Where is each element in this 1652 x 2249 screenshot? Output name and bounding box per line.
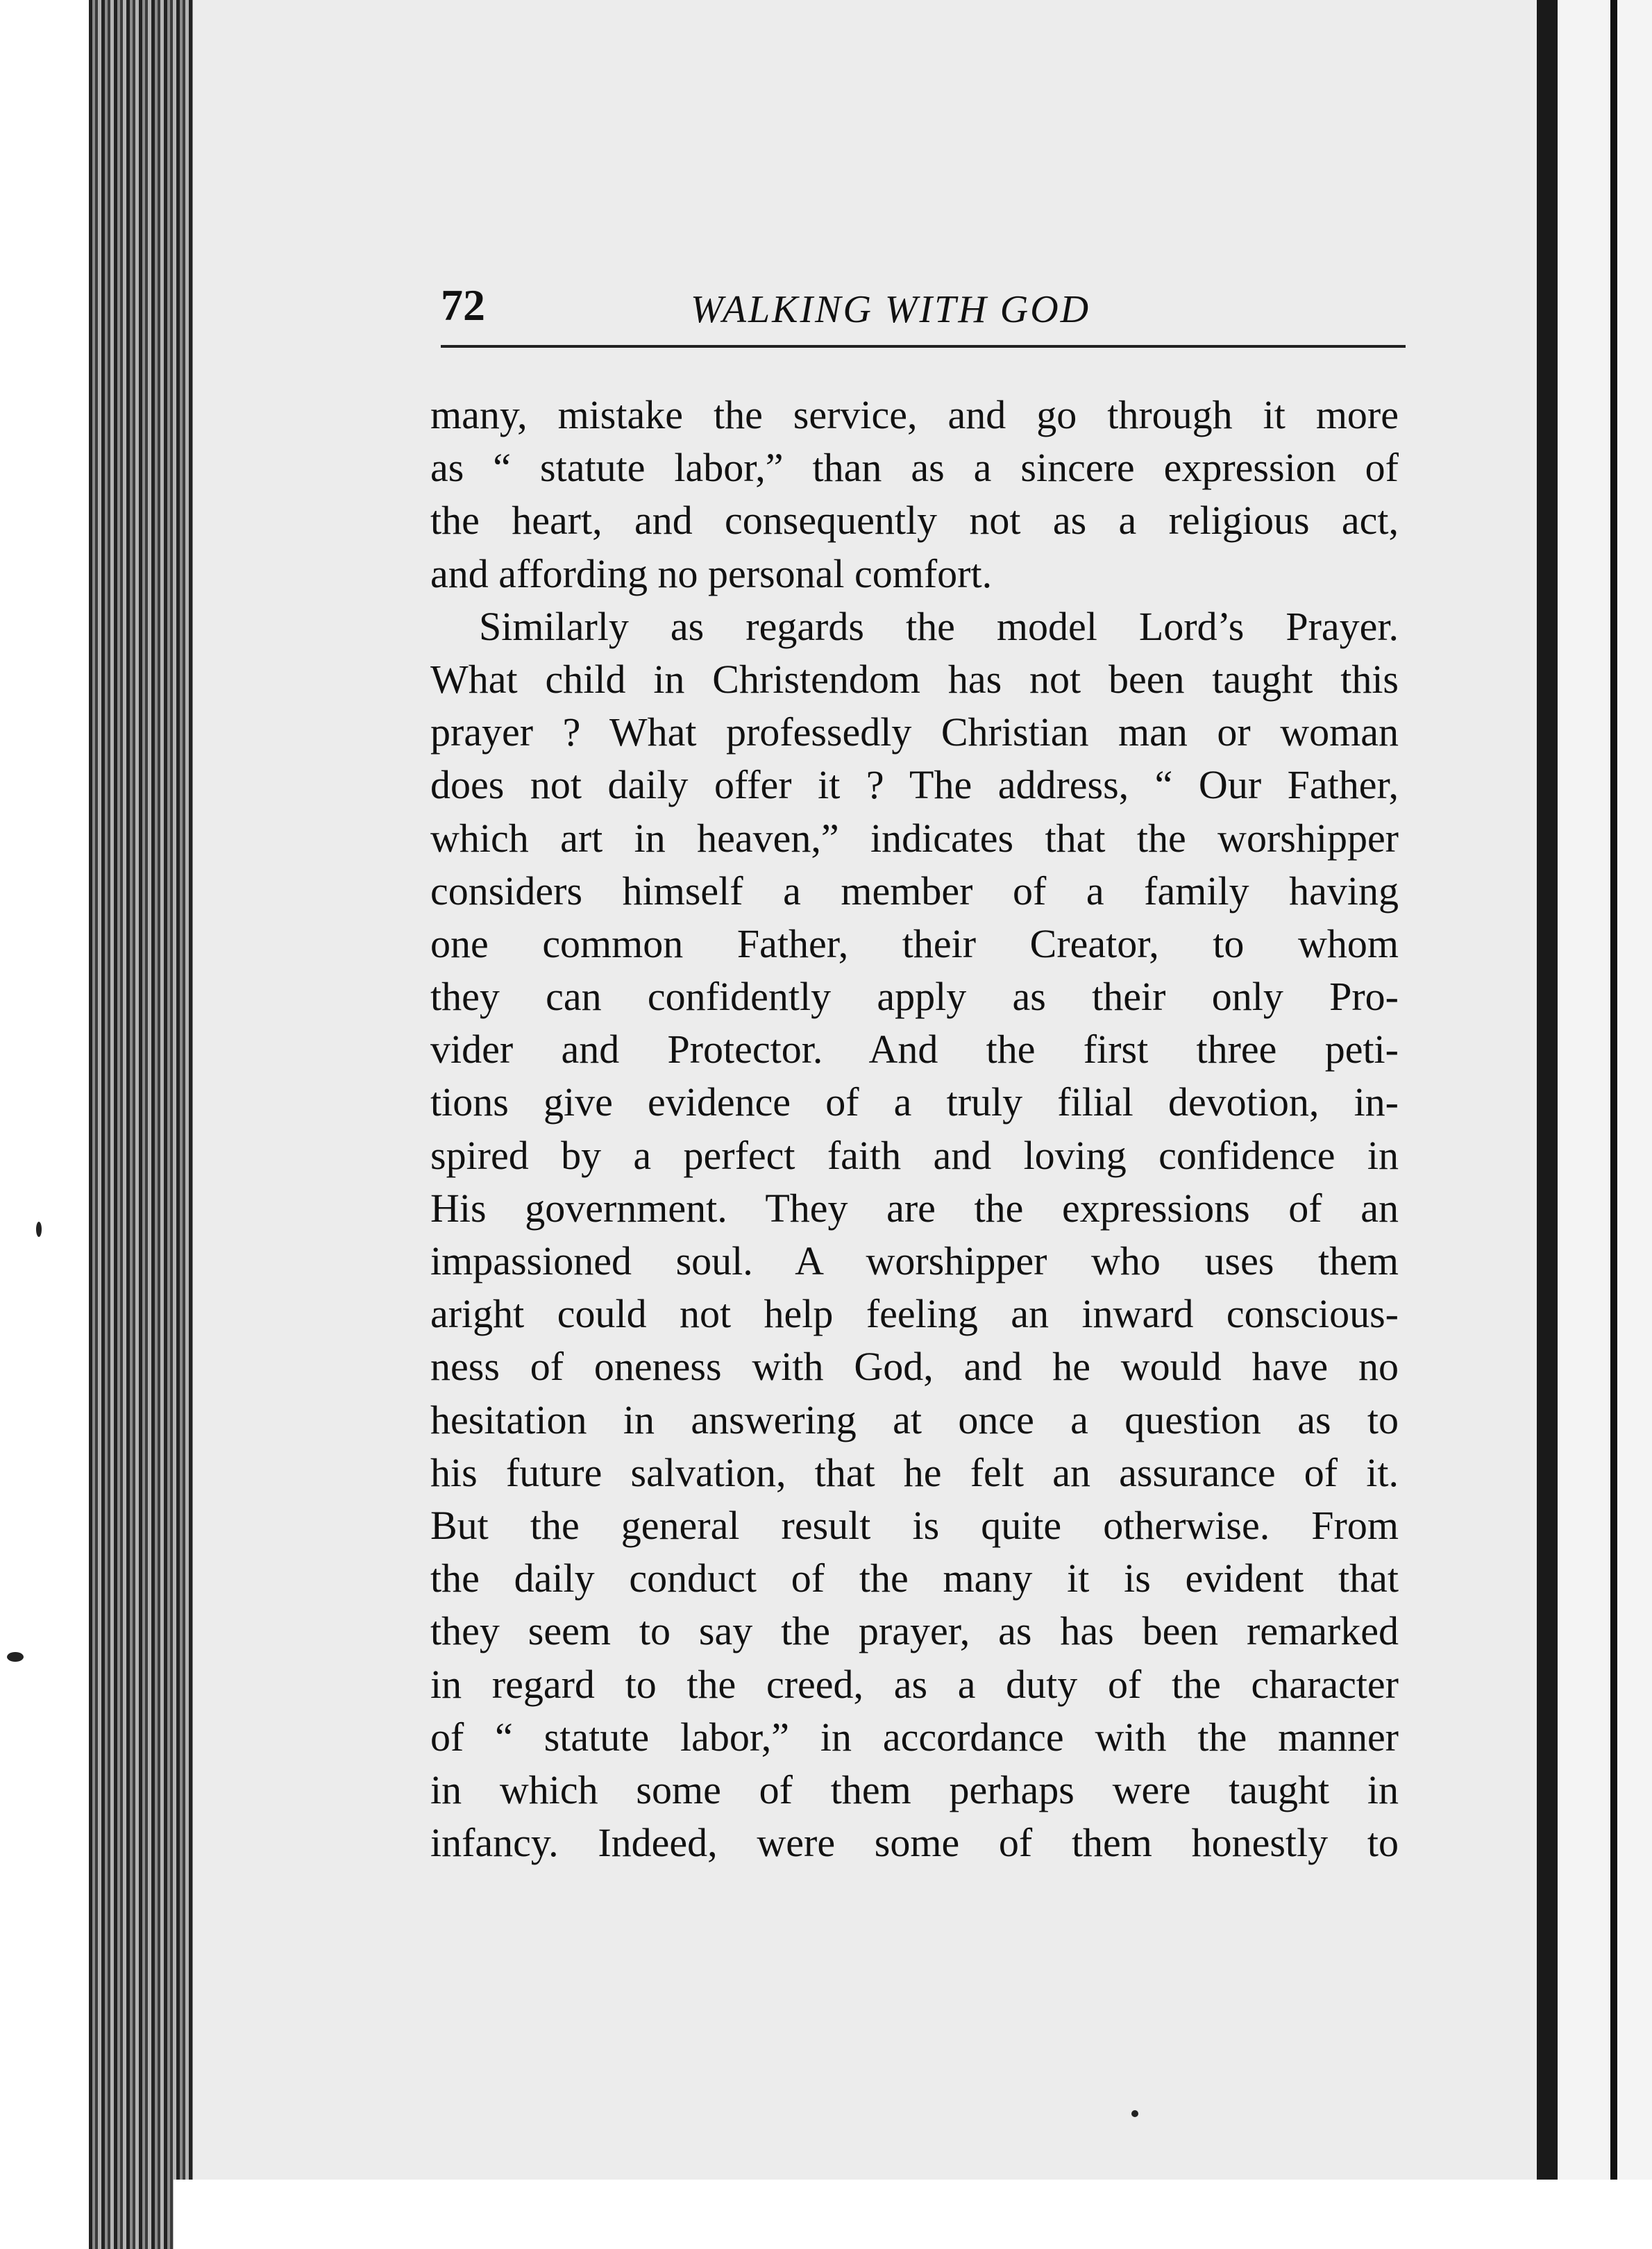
text-line: aright could not help feeling an inward conscious- xyxy=(430,1291,1399,1337)
body-text xyxy=(430,389,1399,1869)
text-line: in which some of them perhaps were taught in xyxy=(430,1767,1399,1812)
text-line: spired by a perfect faith and loving confidence in xyxy=(430,1132,1399,1178)
text-line: considers himself a member of a family having xyxy=(430,868,1399,913)
page-number: 72 xyxy=(441,280,485,330)
text-line: as “ statute labor,” than as a sincere expression of xyxy=(430,445,1399,491)
text-line: impassioned soul. A worshipper who uses them xyxy=(430,1238,1399,1283)
text-line: prayer ? What professedly Christian man or woman xyxy=(430,709,1399,755)
text-line: they can confidently apply as their only Pro- xyxy=(430,974,1399,1020)
text-line: his future salvation, that he felt an assurance of it. xyxy=(430,1449,1399,1495)
text-line: infancy. Indeed, were some of them honestly to xyxy=(430,1820,1399,1866)
text-line: and affording no personal comfort. xyxy=(430,550,993,596)
text-line: Similarly as regards the model Lord’s Prayer. xyxy=(479,603,1399,649)
book-page-edges xyxy=(89,0,193,2249)
scan-margin-right xyxy=(1558,0,1652,2249)
scan-speck xyxy=(7,1652,24,1662)
header-rule xyxy=(441,345,1406,348)
text-line: hesitation in answering at once a question as to xyxy=(430,1397,1399,1442)
text-line: one common Father, their Creator, to whom xyxy=(430,920,1399,966)
text-line: in regard to the creed, as a duty of the character xyxy=(430,1661,1399,1707)
text-line: His government. They are the expressions of an xyxy=(430,1185,1399,1231)
running-head: WALKING WITH GOD xyxy=(691,288,1091,331)
text-line: many, mistake the service, and go through it more xyxy=(430,392,1399,437)
text-line: But the general result is quite otherwise. From xyxy=(430,1502,1399,1548)
text-line: does not daily offer it ? The address, “ Our Father, xyxy=(430,762,1399,808)
text-line: which art in heaven,” indicates that the worshipper xyxy=(430,815,1399,861)
text-line: ness of oneness with God, and he would have no xyxy=(430,1344,1399,1390)
text-line: the daily conduct of the many it is evident that xyxy=(430,1556,1399,1601)
text-line: vider and Protector. And the first three peti- xyxy=(430,1027,1399,1072)
text-line: of “ statute labor,” in accordance with the manner xyxy=(430,1714,1399,1760)
text-line: tions give evidence of a truly filial devotion, in- xyxy=(430,1079,1399,1125)
facing-page-edge xyxy=(1610,0,1617,2249)
scan-margin-bottom xyxy=(174,2180,1652,2249)
text-line: What child in Christendom has not been taught this xyxy=(430,656,1399,702)
page-header xyxy=(441,274,1406,351)
page-right-edge xyxy=(1537,0,1558,2221)
text-line: they seem to say the prayer, as has been remarked xyxy=(430,1608,1399,1654)
scan-speck xyxy=(1131,2110,1138,2117)
scan-margin-left xyxy=(0,0,89,2249)
scan-speck xyxy=(36,1222,42,1237)
text-line: the heart, and consequently not as a religious act, xyxy=(430,498,1399,544)
